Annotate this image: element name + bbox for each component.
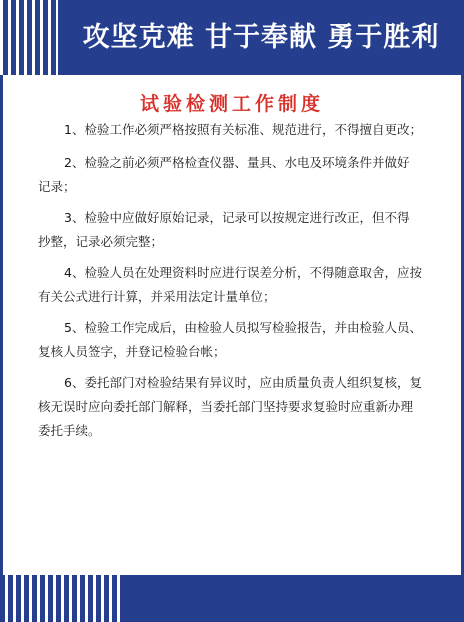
document-title: 试验检测工作制度 — [139, 93, 324, 115]
rule-5-line-2: 复核人员签字，并登记检验台帐； — [38, 344, 226, 359]
rule-3-line-1: 3、检验中应做好原始记录，记录可以按规定进行改正，但不得 — [64, 210, 410, 225]
left-border — [0, 75, 3, 575]
rule-4-line-1: 4、检验人员在处理资料时应进行误差分析，不得随意取舍，应按 — [64, 265, 422, 280]
slogan: 攻坚克难 甘于奉献 勇于胜利 — [82, 22, 440, 53]
header-stripes — [0, 0, 58, 75]
rule-2-line-2: 记录； — [38, 179, 76, 194]
rule-5-line-1: 5、检验工作完成后，由检验人员拟写检验报告，并由检验人员、 — [64, 320, 422, 335]
rule-4-line-2: 有关公式进行计算，并采用法定计量单位； — [38, 289, 276, 304]
rule-1-line-1: 1、检验工作必须严格按照有关标准、规范进行，不得擅自更改； — [64, 122, 422, 137]
rule-3-line-2: 抄整，记录必须完整； — [38, 234, 164, 249]
footer-stripes — [0, 575, 120, 622]
footer-band — [0, 575, 464, 622]
header-band — [0, 0, 464, 75]
rule-6-line-3: 委托手续。 — [38, 423, 101, 438]
rule-6-line-1: 6、委托部门对检验结果有异议时，应由质量负责人组织复核，复 — [64, 375, 422, 390]
rule-6-line-2: 核无误时应向委托部门解释，当委托部门坚持要求复验时应重新办理 — [38, 399, 414, 414]
rules-body — [38, 120, 432, 438]
rule-2-line-1: 2、检验之前必须严格检查仪器、量具、水电及环境条件并做好 — [64, 155, 410, 170]
